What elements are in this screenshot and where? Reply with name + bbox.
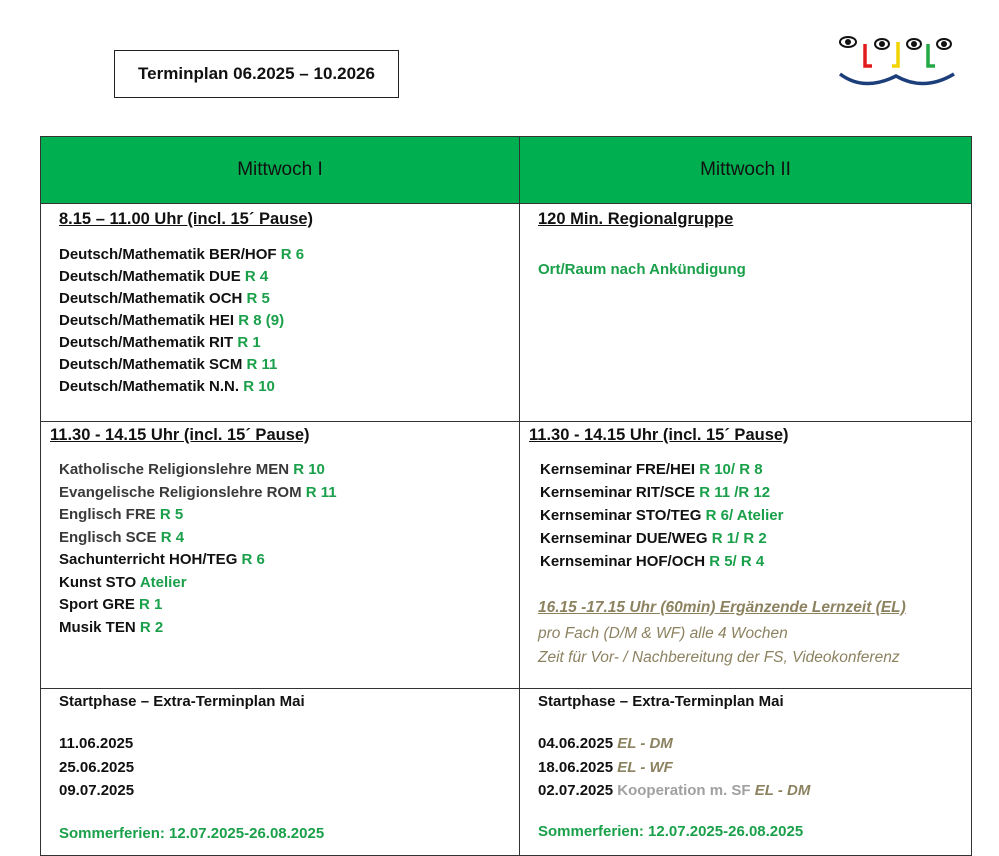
list-item: Katholische Religionslehre MEN R 10 — [59, 461, 325, 478]
list-item: Kernseminar FRE/HEI R 10/ R 8 — [540, 461, 763, 478]
list-item: Deutsch/Mathematik SCM R 11 — [59, 356, 278, 373]
page-title: Terminplan 06.2025 – 10.2026 — [138, 64, 375, 83]
cell-mittwoch-2-startphase — [520, 689, 971, 855]
list-item: Kernseminar HOF/OCH R 5/ R 4 — [540, 553, 765, 570]
list-item: Sport GRE R 1 — [59, 596, 163, 613]
el-note — [538, 622, 900, 670]
startphase-header: Startphase – Extra-Terminplan Mai — [59, 693, 305, 710]
startphase-header: Startphase – Extra-Terminplan Mai — [538, 693, 784, 710]
list-item: Kernseminar STO/TEG R 6/ Atelier — [540, 507, 784, 524]
time-header: 11.30 - 14.15 Uhr (incl. 15´ Pause) — [529, 426, 789, 444]
cell-mittwoch-2-midday — [520, 422, 971, 688]
list-item: Sachunterricht HOH/TEG R 6 — [59, 551, 265, 568]
list-item: Deutsch/Mathematik OCH R 5 — [59, 290, 270, 307]
list-item: Englisch FRE R 5 — [59, 506, 184, 523]
list-item: 02.07.2025 Kooperation m. SF EL - DM — [538, 782, 811, 799]
el-line-1: pro Fach (D/M & WF) alle 4 Wochen — [538, 625, 788, 642]
cell-mittwoch-1-midday — [41, 422, 519, 688]
column-header-mittwoch-2: Mittwoch II — [520, 137, 972, 204]
list-item: 11.06.2025 — [59, 735, 134, 752]
cell-mittwoch-2-morning — [520, 204, 971, 421]
time-header: 8.15 – 11.00 Uhr (incl. 15´ Pause) — [59, 210, 314, 228]
list-item: Kernseminar RIT/SCE R 11 /R 12 — [540, 484, 771, 501]
list-item: 09.07.2025 — [59, 782, 135, 799]
list-item: Deutsch/Mathematik BER/HOF R 6 — [59, 246, 305, 263]
holidays-note: Sommerferien: 12.07.2025-26.08.2025 — [59, 825, 325, 842]
time-header: 120 Min. Regionalgruppe — [538, 210, 734, 228]
page-title-box — [114, 50, 399, 98]
date-list — [59, 732, 134, 803]
list-item: Englisch SCE R 4 — [59, 528, 185, 546]
cell-mittwoch-1-morning — [41, 204, 519, 421]
time-header: 11.30 - 14.15 Uhr (incl. 15´ Pause) — [50, 426, 310, 444]
date-list — [538, 732, 810, 803]
holidays-note: Sommerferien: 12.07.2025-26.08.2025 — [538, 823, 804, 840]
location-note: Ort/Raum nach Ankündigung — [538, 261, 746, 278]
list-item: 04.06.2025 EL - DM — [538, 735, 673, 752]
cell-mittwoch-1-startphase — [41, 689, 519, 855]
list-item: 25.06.2025 — [59, 758, 135, 776]
list-item: Deutsch/Mathematik DUE R 4 — [59, 268, 269, 285]
list-item: Kunst STO Atelier — [59, 573, 187, 591]
subject-list — [59, 244, 304, 398]
list-item: Evangelische Religionslehre ROM R 11 — [59, 483, 337, 501]
list-item: Deutsch/Mathematik N.N. R 10 — [59, 378, 275, 395]
list-item: Kernseminar DUE/WEG R 1/ R 2 — [540, 530, 767, 547]
el-line-2: Zeit für Vor- / Nachbereitung der FS, Videokonferenz — [538, 649, 900, 666]
list-item: Musik TEN R 2 — [59, 618, 164, 636]
list-item: 18.06.2025 EL - WF — [538, 758, 673, 776]
el-header: 16.15 -17.15 Uhr (60min) Ergänzende Lernzeit (EL) — [538, 599, 906, 616]
subject-list — [59, 459, 337, 639]
schedule-table — [40, 136, 972, 856]
list-item: Deutsch/Mathematik HEI R 8 (9) — [59, 312, 285, 329]
list-item: Deutsch/Mathematik RIT R 1 — [59, 334, 261, 351]
kernseminar-list — [540, 458, 783, 573]
face-logo-icon — [832, 30, 960, 92]
column-header-mittwoch-1: Mittwoch I — [41, 137, 520, 204]
